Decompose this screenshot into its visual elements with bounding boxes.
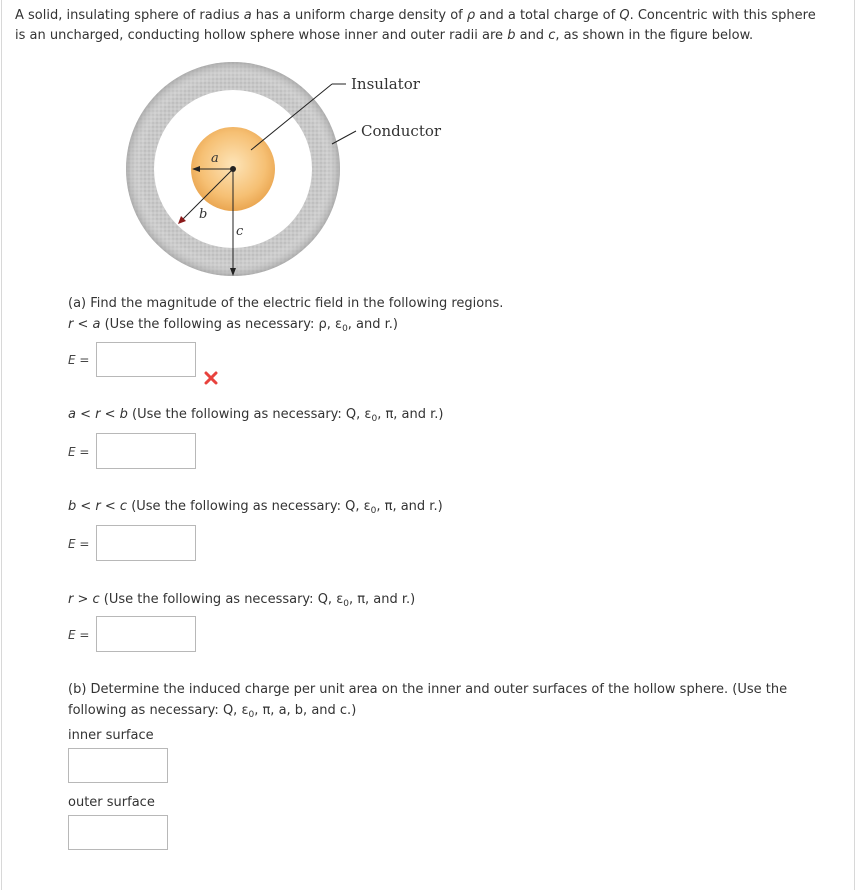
- incorrect-x-icon: [204, 371, 218, 385]
- part-a-q2-prompt: a < r < b (Use the following as necessary: Q, $\varepsilon_0$, π, and r.): [68, 407, 444, 424]
- inner-surface-answer[interactable]: [68, 748, 168, 783]
- part-a-q1-prompt: r < a (Use the following as necessary: ρ, $\varepsilon_0$, and r.): [68, 317, 399, 334]
- e-label-1: E =: [68, 353, 90, 367]
- part-b-heading-line2: following as necessary: Q, $\varepsilon_0$, π, a, b, and c.): [68, 703, 357, 720]
- radius-a-label: a: [211, 151, 219, 166]
- conductor-label: Conductor: [361, 122, 442, 140]
- e-label-3: E =: [68, 537, 90, 551]
- part-a-heading: (a) Find the magnitude of the electric field in the following regions.: [68, 296, 504, 311]
- outer-surface-label: outer surface: [68, 795, 155, 810]
- part-a-q3-prompt: b < r < c (Use the following as necessary: Q, $\varepsilon_0$, π, and r.): [68, 499, 443, 516]
- outer-surface-answer[interactable]: [68, 815, 168, 850]
- e-answer-b-lt-r-lt-c[interactable]: [96, 525, 196, 561]
- part-b-heading-line1: (b) Determine the induced charge per unit area on the inner and outer surfaces of the hollow sphere. (Use the: [68, 682, 788, 697]
- e-answer-r-lt-a[interactable]: [96, 342, 196, 377]
- inner-surface-label: inner surface: [68, 728, 154, 743]
- e-label-2: E =: [68, 445, 90, 459]
- insulator-label: Insulator: [351, 75, 420, 93]
- sphere-figure: [120, 58, 460, 287]
- part-a-q4-prompt: r > c (Use the following as necessary: Q, $\varepsilon_0$, π, and r.): [68, 592, 416, 609]
- e-label-4: E =: [68, 628, 90, 642]
- e-answer-a-lt-r-lt-b[interactable]: [96, 433, 196, 469]
- radius-c-label: c: [236, 224, 244, 239]
- problem-statement: A solid, insulating sphere of radius a has a uniform charge density of ρ and a total charge of Q. Concentric with this sphere is an uncharged, conducting hollow sphere whose inner and outer radii are b and c, as shown in the figure below.: [15, 8, 816, 43]
- e-answer-r-gt-c[interactable]: [96, 616, 196, 652]
- radius-b-label: b: [199, 207, 208, 222]
